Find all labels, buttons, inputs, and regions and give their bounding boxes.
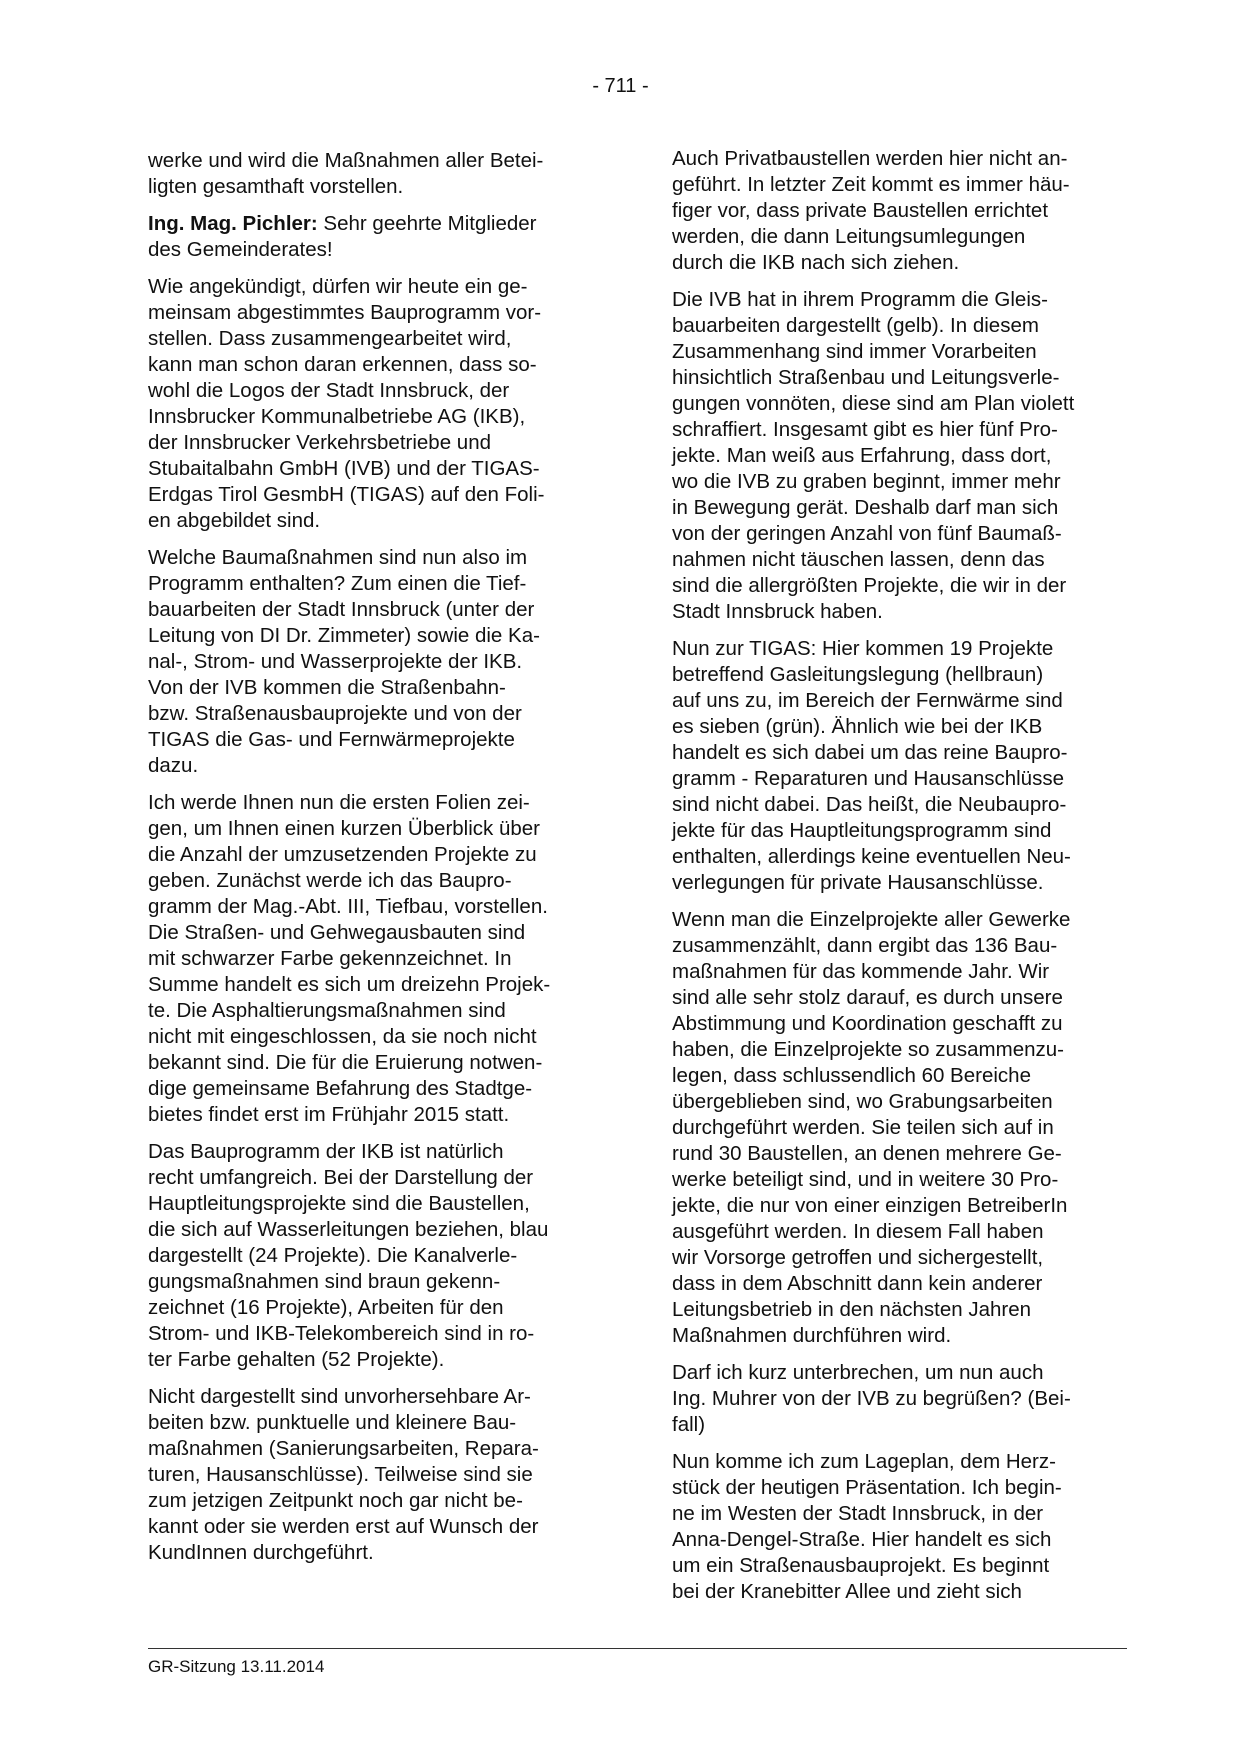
paragraph: Wie angekündigt, dürfen wir heute ein ge- meinsam abgestimmtes Bauprogramm vor- stellen. Dass zusammengearbeitet wird, kann man schon daran erkennen, dass so- wohl die Logos der Stadt Innsbruck, der Innsbrucker Kommunalbetriebe AG (IKB), der Innsbrucker Verkehrsbetriebe und Stubaitalbahn GmbH (IVB) und der TIGAS- Erdgas Tirol GesmbH (TIGAS) auf den Foli- en abgebildet sind.: [148, 275, 545, 532]
page-number: - 711 -: [592, 75, 649, 97]
paragraph: Welche Baumaßnahmen sind nun also im Programm enthalten? Zum einen die Tief- bauarbeiten der Stadt Innsbruck (unter der Leitung von DI Dr. Zimmeter) sowie die Ka- nal-, Strom- und Wasserprojekte der IKB. Von der IVB kommen die Straßenbahn- bzw. Straßenausbauprojekte und von der TIGAS die Gas- und Fernwärmeprojekte dazu.: [148, 546, 540, 777]
paragraph: Nun zur TIGAS: Hier kommen 19 Projekte betreffend Gasleitungslegung (hellbraun) auf uns zu, im Bereich der Fernwärme sind es sieben (grün). Ähnlich wie bei der IKB handelt es sich dabei um das reine Baupro- gramm - Reparaturen und Hausanschlüsse sind nicht dabei. Das heißt, die Neubaupro- jekte für das Hauptleitungsprogramm sind enthalten, allerdings keine eventuellen Neu- verlegungen für private Hausanschlüsse.: [672, 637, 1071, 894]
paragraph: werke und wird die Maßnahmen aller Betei- ligten gesamthaft vorstellen.: [148, 149, 544, 198]
speaker-text: Sehr geehrte Mitglieder des Gemeinderates!: [148, 212, 537, 261]
paragraph: Ich werde Ihnen nun die ersten Folien zei- gen, um Ihnen einen kurzen Überblick über die Anzahl der umzusetzenden Projekte zu geben. Zunächst werde ich das Baupro- gramm der Mag.-Abt. III, Tiefbau, vorstellen. Die Straßen- und Gehwegausbauten sind mit schwarzer Farbe gekennzeichnet. In Summe handelt es sich um dreizehn Projek- te. Die Asphaltierungsmaßnahmen sind nicht mit eingeschlossen, da sie noch nicht bekannt sind. Die für die Eruierung notwen- dige gemeinsame Befahrung des Stadtge- bietes findet erst im Frühjahr 2015 statt.: [148, 791, 551, 1126]
left-column: [148, 148, 598, 1577]
speaker-name: Ing. Mag. Pichler:: [148, 212, 318, 235]
paragraph: Auch Privatbaustellen werden hier nicht an- geführt. In letzter Zeit kommt es immer häu- figer vor, dass private Baustellen errichtet werden, die dann Leitungsumlegungen durch die IKB nach sich ziehen.: [672, 147, 1070, 274]
speaker-paragraph: [148, 211, 598, 263]
footer-divider: [148, 1648, 1127, 1649]
footer-session-date: GR-Sitzung 13.11.2014: [148, 1657, 325, 1676]
paragraph: Nun komme ich zum Lageplan, dem Herz- stück der heutigen Präsentation. Ich begin- ne im Westen der Stadt Innsbruck, in der Anna-Dengel-Straße. Hier handelt es sich um ein Straßenausbauprojekt. Es beginnt bei der Kranebitter Allee und zieht sich: [672, 1450, 1062, 1603]
paragraph: Darf ich kurz unterbrechen, um nun auch Ing. Muhrer von der IVB zu begrüßen? (Bei- fall): [672, 1361, 1071, 1436]
paragraph: Das Bauprogramm der IKB ist natürlich recht umfangreich. Bei der Darstellung der Hauptleitungsprojekte sind die Baustellen, die sich auf Wasserleitungen beziehen, blau dargestellt (24 Projekte). Die Kanalverle- gungsmaßnahmen sind braun gekenn- zeichnet (16 Projekte), Arbeiten für den Strom- und IKB-Telekombereich sind in ro- ter Farbe gehalten (52 Projekte).: [148, 1140, 549, 1371]
paragraph: Wenn man die Einzelprojekte aller Gewerke zusammenzählt, dann ergibt das 136 Bau- maßnahmen für das kommende Jahr. Wir sind alle sehr stolz darauf, es durch unsere Abstimmung und Koordination geschafft zu haben, die Einzelprojekte so zusammenzu- legen, dass schlussendlich 60 Bereiche übergeblieben sind, wo Grabungsarbeiten durchgeführt werden. Sie teilen sich auf in rund 30 Baustellen, an denen mehrere Ge- werke beteiligt sind, und in weitere 30 Pro- jekte, die nur von einer einzigen BetreiberIn ausgeführt werden. In diesem Fall haben wir Vorsorge getroffen und sichergestellt, dass in dem Abschnitt dann kein anderer Leitungsbetrieb in den nächsten Jahren Maßnahmen durchführen wird.: [672, 908, 1071, 1347]
paragraph: Nicht dargestellt sind unvorhersehbare Ar- beiten bzw. punktuelle und kleinere Bau- maßnahmen (Sanierungsarbeiten, Repara- turen, Hausanschlüsse). Teilweise sind sie zum jetzigen Zeitpunkt noch gar nicht be- kannt oder sie werden erst auf Wunsch der KundInnen durchgeführt.: [148, 1385, 539, 1564]
right-column: [672, 146, 1127, 1616]
paragraph: Die IVB hat in ihrem Programm die Gleis- bauarbeiten dargestellt (gelb). In diesem Zusammenhang sind immer Vorarbeiten hinsichtlich Straßenbau und Leitungsverle- gungen vonnöten, diese sind am Plan violett schraffiert. Insgesamt gibt es hier fünf Pro- jekte. Man weiß aus Erfahrung, dass dort, wo die IVB zu graben beginnt, immer mehr in Bewegung gerät. Deshalb darf man sich von der geringen Anzahl von fünf Baumaß- nahmen nicht täuschen lassen, denn das sind die allergrößten Projekte, die wir in der Stadt Innsbruck haben.: [672, 288, 1075, 623]
